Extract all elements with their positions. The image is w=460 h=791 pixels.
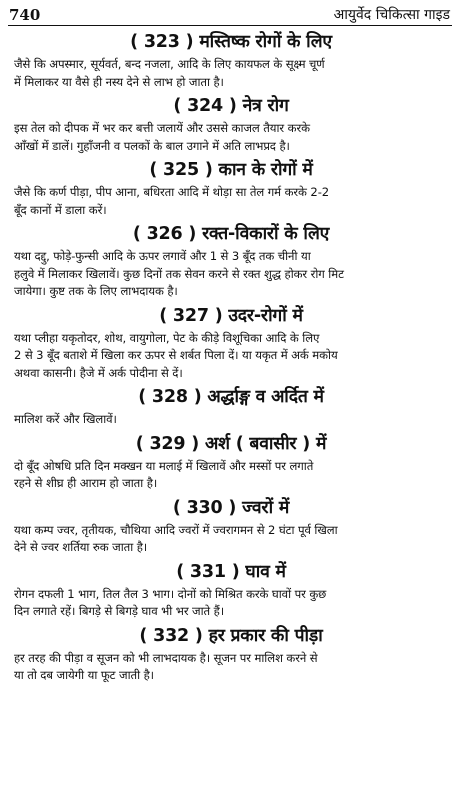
section xyxy=(14,30,448,91)
body-line: जायेगा। कुष्ट तक के लिए लाभदायक है। xyxy=(14,284,178,298)
section-body xyxy=(14,586,448,621)
section-heading: ( 326 ) रक्त-विकारों के लिए xyxy=(132,224,330,244)
section-heading: ( 324 ) नेत्र रोग xyxy=(173,96,289,116)
body-line: रोगन दफली 1 भाग, तिल तैल 3 भाग। दोनों को मिश्रित करके घावों पर कुछ xyxy=(14,586,327,601)
section-heading: ( 329 ) अर्श ( बवासीर ) में xyxy=(135,433,327,454)
section-body xyxy=(14,458,448,493)
body-line: यथा दद्दु, फोड़े-फुन्सी आदि के ऊपर लगावें और 1 से 3 बूँद तक चीनी या xyxy=(14,249,311,263)
body-line: अथवा कासनी। हैजे में अर्क पोदीना से दें। xyxy=(14,365,183,380)
section-body xyxy=(14,522,448,557)
section-body xyxy=(14,184,448,219)
body-line: हर तरह की पीड़ा व सूजन को भी लाभदायक है। सूजन पर मालिश करने से xyxy=(14,650,318,665)
body-line: जैसे कि अपस्मार, सूर्यवर्त, बन्द नजला, आदि के लिए कायफल के सूक्ष्म चूर्ण xyxy=(14,57,325,71)
section-heading: ( 328 ) अर्द्धाङ्ग व अर्दित में xyxy=(138,387,324,407)
body-line: हलुवे में मिलाकर खिलावें। कुछ दिनों तक सेवन करने से रक्त शुद्ध होकर रोग मिट xyxy=(14,266,344,281)
body-line: जैसे कि कर्ण पीड़ा, पीप आना, बधिरता आदि में थोड़ा सा तेल गर्म करके 2-2 xyxy=(14,185,330,199)
section-body xyxy=(14,248,448,301)
section xyxy=(14,496,448,557)
page-content xyxy=(14,30,448,688)
section-heading: ( 331 ) घाव में xyxy=(176,561,286,582)
body-line: रहने से शीघ्र ही आराम हो जाता है। xyxy=(14,476,158,490)
body-line: यथा कम्प ज्वर, तृतीयक, चौथिया आदि ज्वरों में ज्वरागमन से 2 घंटा पूर्व खिला xyxy=(14,522,338,537)
body-line: में मिलाकर या वैसे ही नस्य देने से लाभ हो जाता है। xyxy=(14,74,224,89)
body-line: मालिश करें और खिलावें। xyxy=(14,412,117,426)
section-body xyxy=(14,330,448,383)
running-head: आयुर्वेद चिकित्सा गाइड xyxy=(333,7,450,23)
body-line: देने से ज्वर शर्तिया रुक जाता है। xyxy=(14,540,148,554)
body-line: यथा प्लीहा यकृतोदर, शोथ, वायुगोला, पेट के कीड़े विशूचिका आदि के लिए xyxy=(14,330,320,345)
body-line: या तो दब जायेगी या फूट जाती है। xyxy=(14,668,154,682)
section xyxy=(14,304,448,383)
body-line: आँखों में डालें। गुहाँजनी व पलकों के बाल उगाने में अति लाभप्रद है। xyxy=(14,138,290,153)
body-line: 2 से 3 बूँद बताशे में खिला कर ऊपर से शर्बत पिला दें। या यकृत में अर्क मकोय xyxy=(14,348,338,362)
header-rule xyxy=(8,25,452,26)
section xyxy=(14,158,448,219)
section-body xyxy=(14,120,448,155)
section xyxy=(14,385,448,429)
body-line: दिन लगाते रहें। बिगड़े से बिगड़े घाव भी भर जाते हैं। xyxy=(14,604,224,618)
section xyxy=(14,222,448,301)
section-body xyxy=(14,650,448,685)
section-heading: ( 327 ) उदर-रोगों में xyxy=(159,305,303,326)
section-body xyxy=(14,411,448,429)
section-heading: ( 332 ) हर प्रकार की पीड़ा xyxy=(139,625,323,646)
section-heading: ( 325 ) कान के रोगों में xyxy=(149,160,313,180)
section xyxy=(14,624,448,685)
section xyxy=(14,560,448,621)
body-line: बूँद कानों में डाला करें। xyxy=(14,202,107,217)
body-line: दो बूँद ओषधि प्रति दिन मक्खन या मलाई में खिलावें और मस्सों पर लगाते xyxy=(14,458,314,473)
section-body xyxy=(14,56,448,91)
section xyxy=(14,432,448,493)
page-header xyxy=(0,0,460,24)
page-number: 740 xyxy=(9,6,41,24)
section-heading: ( 323 ) मस्तिष्क रोगों के लिए xyxy=(130,32,332,52)
body-line: इस तेल को दीपक में भर कर बत्ती जलायें और उससे काजल तैयार करके xyxy=(14,121,310,135)
section-heading: ( 330 ) ज्वरों में xyxy=(172,497,290,518)
section xyxy=(14,94,448,155)
